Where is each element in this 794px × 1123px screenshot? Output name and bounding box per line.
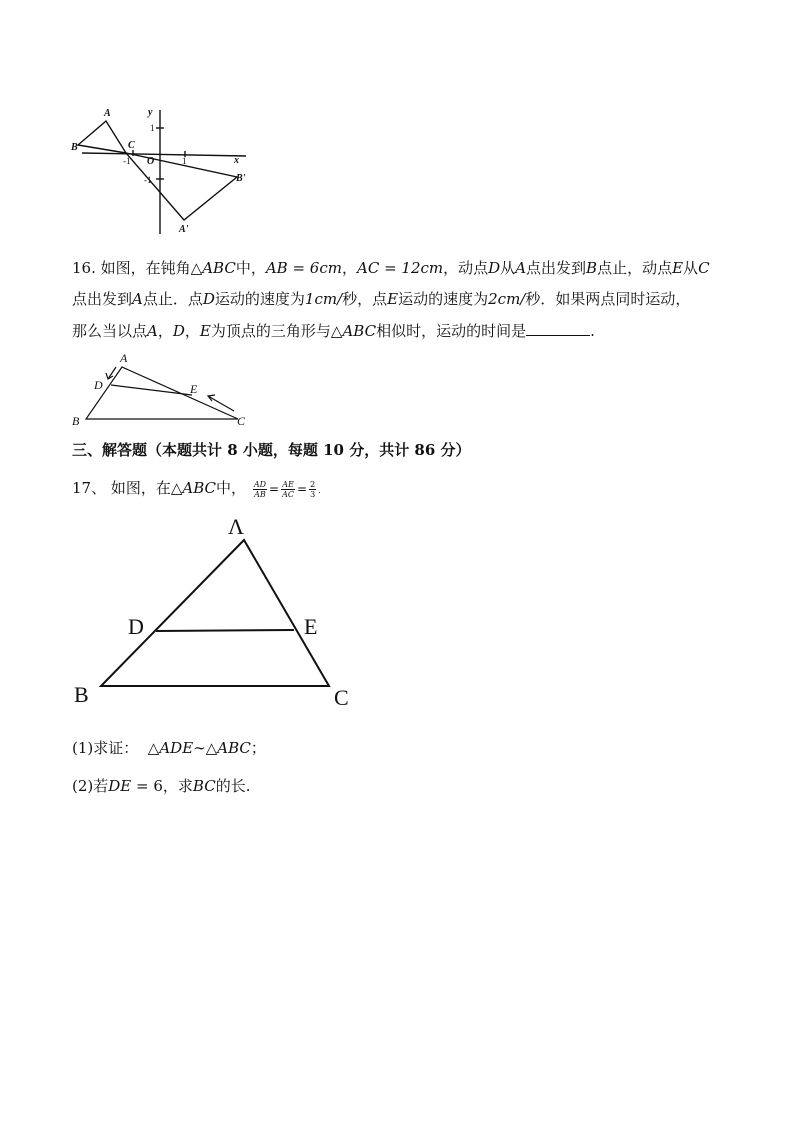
question-17-part-2: (2)若DE = 6，求BC的长. (72, 777, 251, 795)
question-number: 17、 (72, 479, 107, 497)
label-y: y (148, 107, 153, 118)
label-d: D (94, 378, 103, 392)
tick-label-y-1: 1 (150, 123, 155, 133)
question-16-line-3: 那么当以点A，D，E为顶点的三角形与△ABC相似时，运动的时间是 . (72, 322, 595, 340)
triangle-abc (78, 121, 126, 153)
segment-de (111, 385, 192, 395)
section-heading: 三、解答题（本题共计 8 小题，每题 10 分，共计 86 分） (72, 441, 471, 459)
label-a: A (120, 351, 128, 365)
question-16-line-2: 点出发到A点止．点D运动的速度为1cm/秒，点E运动的速度为2cm/秒．如果两点同时运动， (72, 290, 691, 308)
tick-label-y-neg1: -1 (144, 175, 152, 185)
segment-de (156, 630, 294, 631)
question-number: 16. (72, 259, 96, 277)
label-a: Λ (228, 514, 244, 539)
fraction-ae-ac: $\frac{AE}{AC}$ (282, 479, 295, 499)
label-c: C (334, 685, 349, 710)
tick-label-x-1: 1 (182, 156, 187, 166)
x-axis (82, 153, 246, 156)
label-c: C (128, 140, 135, 151)
triangle-abc (86, 367, 238, 419)
figure-16-triangle-diagram (68, 350, 258, 430)
tick-label-x-neg1: -1 (123, 156, 131, 166)
label-e: E (190, 382, 198, 396)
arrow-e (208, 396, 234, 411)
label-b: B (72, 414, 80, 428)
question-16-line-1: 16. 如图，在钝角△ABC中，AB = 6cm，AC = 12cm，动点D从A点出发到B点止，动点E从C (72, 259, 710, 277)
fraction-ad-ab: $\frac{AD}{AB}$ (253, 479, 267, 499)
question-17-part-1: (1)求证： △ADE∼△ABC； (72, 739, 266, 757)
figure-15-coordinate-diagram (68, 100, 258, 240)
figure-17-triangle-diagram (68, 510, 368, 720)
label-b: B (71, 142, 78, 153)
label-b-prime: B' (236, 173, 246, 184)
answer-blank (526, 321, 590, 336)
label-o: O (147, 156, 155, 167)
label-a-prime: A' (179, 224, 189, 235)
question-17-line-1: 17、 如图，在△ABC中， $\frac{AD}{AB}$ = $\frac{AE}{AC}$ = $\frac{2}{3}$ . (72, 479, 321, 499)
label-c: C (237, 414, 246, 428)
label-x: x (234, 155, 239, 166)
label-e: E (304, 614, 318, 639)
triangle-abc (101, 540, 329, 686)
fraction-two-thirds: $\frac{2}{3}$ (310, 479, 316, 499)
label-d: D (128, 614, 144, 639)
label-b: B (74, 682, 89, 707)
label-a: A (104, 108, 111, 119)
